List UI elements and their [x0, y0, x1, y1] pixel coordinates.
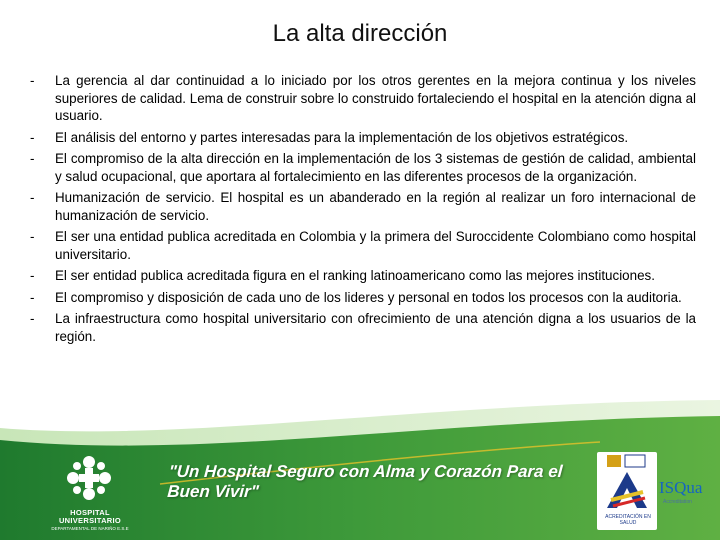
accreditation-emblem-icon	[597, 452, 657, 514]
isqua-subtitle: Accreditation	[663, 499, 692, 505]
isqua-logo: ISQua	[659, 478, 703, 497]
bullet-dash: -	[30, 268, 35, 283]
bullet-dash: -	[30, 190, 35, 205]
list-item: - Humanización de servicio. El hospital es un abanderado en la región al realizar un foro internacional de humanización de servicio.	[30, 190, 696, 223]
bullet-dash: -	[30, 289, 35, 305]
list-item: - La infraestructura como hospital universitario con ofrecimiento de una atención digna a los usuarios de la región.	[30, 311, 696, 344]
list-item: - El ser entidad publica acreditada figura en el ranking latinoamericano como las mejores instituciones.	[30, 268, 655, 283]
list-item: - El compromiso de la alta dirección en la implementación de los 3 sistemas de gestión de calidad, ambiental y salud ocupacional, que aportara al fortalecimiento en las diferentes procesos de la organización.	[30, 151, 696, 184]
bullet-dash: -	[30, 129, 35, 145]
accreditation-label: ACREDITACIÓN EN SALUD	[605, 514, 651, 526]
hospital-logo-text: HOSPITAL UNIVERSITARIO DEPARTAMENTAL DE NARIÑO E.S.E	[51, 508, 129, 531]
slide-title: La alta dirección	[272, 20, 448, 47]
list-item: - El ser una entidad publica acreditada en Colombia y la primera del Suroccidente Colombiano como hospital universitario.	[30, 229, 696, 262]
bullet-list	[30, 72, 696, 349]
list-item: - El compromiso y disposición de cada uno de los lideres y personal en todos los procesos con la auditoria.	[30, 289, 682, 305]
list-item: - El análisis del entorno y partes interesadas para la implementación de los objetivos estratégicos.	[30, 129, 629, 145]
bullet-dash: -	[30, 73, 35, 88]
bullet-dash: -	[30, 311, 35, 326]
hospital-logo-icon	[52, 450, 126, 508]
list-item: - La gerencia al dar continuidad a lo iniciado por los otros gerentes en la mejora continua y los niveles superiores de calidad. Lema de construir sobre lo construido fortaleciendo el hospital en la atención digna al usuario.	[30, 73, 696, 123]
slogan: "Un Hospital Seguro con Alma y Corazón Para el Buen Vivir"	[166, 462, 564, 501]
bullet-dash: -	[30, 229, 35, 244]
bullet-dash: -	[30, 151, 35, 166]
